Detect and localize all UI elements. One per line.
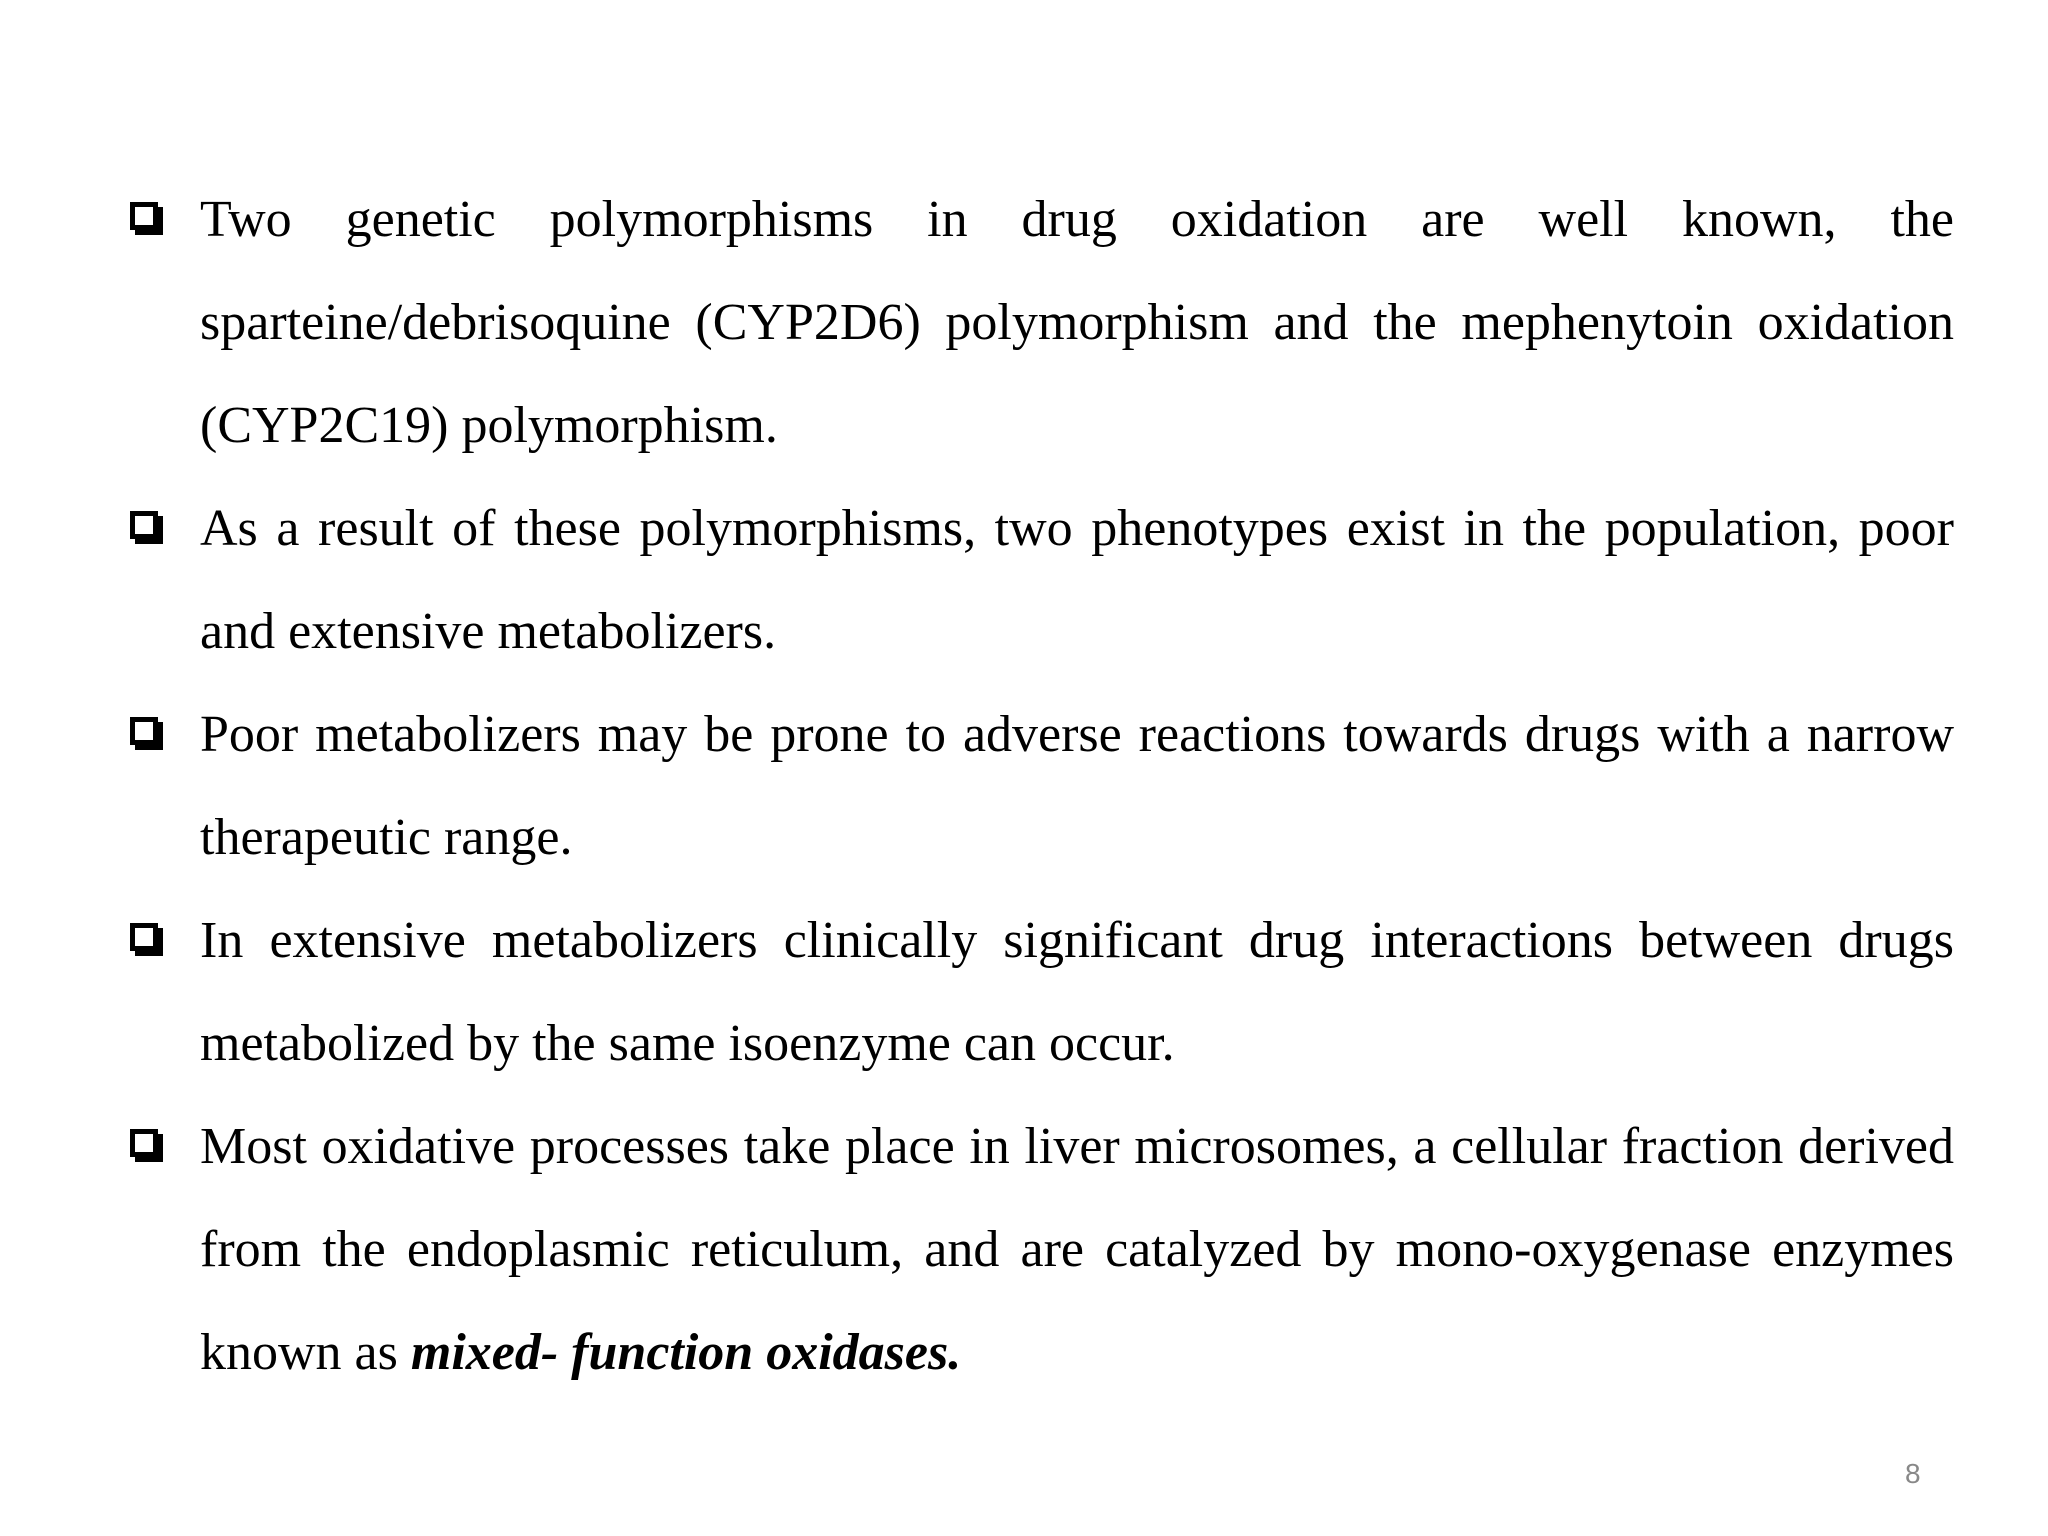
bullet-item xyxy=(126,889,1954,1095)
checkbox-bullet-icon xyxy=(130,202,158,230)
page-number: 8 xyxy=(1905,1458,1921,1489)
bullet-text: Poor metabolizers may be prone to adverse reactions towards drugs with a narrow therapeutic range. xyxy=(200,706,1954,866)
bullet-item xyxy=(126,168,1954,477)
bullet-text: As a result of these polymorphisms, two phenotypes exist in the population, poor and extensive metabolizers. xyxy=(200,500,1954,660)
checkbox-bullet-icon xyxy=(130,717,158,745)
checkbox-bullet-icon xyxy=(130,511,158,539)
bullet-text: Most oxidative processes take place in liver microsomes, a cellular fraction derived from the endoplasmic reticulum, and are catalyzed by mono-oxygenase enzymes known as xyxy=(200,1118,1954,1381)
bullet-list xyxy=(126,168,1954,1404)
emphasized-term: mixed- function oxidases. xyxy=(410,1324,962,1381)
checkbox-bullet-icon xyxy=(130,1129,158,1157)
bullet-text: In extensive metabolizers clinically significant drug interactions between drugs metabolized by the same isoenzyme can occur. xyxy=(200,912,1954,1072)
bullet-item xyxy=(126,1095,1954,1404)
bullet-item xyxy=(126,477,1954,683)
bullet-text: Two genetic polymorphisms in drug oxidation are well known, the sparteine/debrisoquine (CYP2D6) polymorphism and the mephenytoin oxidation (CYP2C19) polymorphism. xyxy=(200,191,1954,454)
checkbox-bullet-icon xyxy=(130,923,158,951)
bullet-item xyxy=(126,683,1954,889)
